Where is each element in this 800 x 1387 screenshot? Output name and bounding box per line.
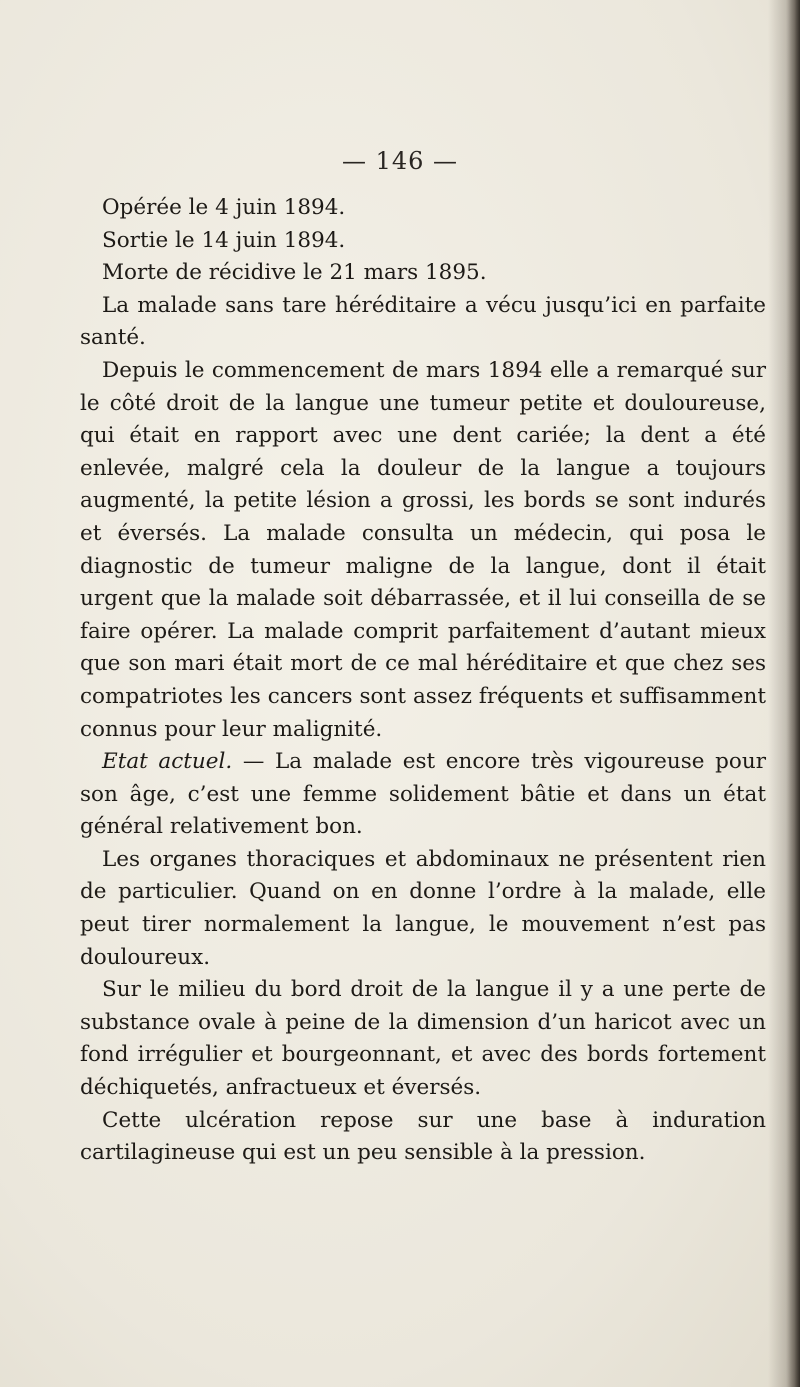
body-text [80, 192, 766, 1170]
paragraph-death-date: Morte de récidive le 21 mars 1895. [102, 260, 487, 286]
paragraph-history: La malade sans tare héréditaire a vécu jusqu’ici en parfaite santé. [80, 292, 766, 351]
paragraph-onset: Depuis le commencement de mars 1894 elle a remarqué sur le côté droit de la langue une tumeur petite et douloureuse, qui était en rapport avec une dent cariée; la dent a été enlevée, malgré cela la douleur de la langue a toujours augmenté, la petite lésion a grossi, les bords se sont indurés et éversés. La malade consulta un médecin, qui posa le diagnostic de tumeur maligne de la langue, dont il était urgent que la malade soit débarrassée, et il lui conseilla de se faire opérer. La malade comprit parfaitement d’autant mieux que son mari était mort de ce mal héréditaire et que chez ses compatriotes les cancers sont assez fréquents et suffisamment connus pour leur malignité. [80, 357, 766, 742]
current-state-heading: Etat actuel. [102, 749, 233, 775]
paragraph-current-state [80, 746, 766, 844]
paragraph-ulceration: Cette ulcération repose sur une base à induration cartilagineuse qui est un peu sensible à la pression. [80, 1107, 766, 1166]
paragraph-organs: Les organes thoraciques et abdominaux ne présentent rien de particulier. Quand on en donne l’ordre à la malade, elle peut tirer normalement la langue, le mouvement n’est pas douloureux. [80, 846, 766, 970]
page-number: — 146 — [341, 147, 459, 175]
paragraph-lesion: Sur le milieu du bord droit de la langue il y a une perte de substance ovale à peine de la dimension d’un haricot avec un fond irrégulier et bourgeonnant, et avec des bords fortement déchiquetés, anfractueux et éversés. [80, 977, 766, 1101]
paragraph-discharge-date: Sortie le 14 juin 1894. [102, 227, 346, 253]
paragraph-operation-date: Opérée le 4 juin 1894. [102, 195, 346, 220]
page-edge-shadow [786, 0, 800, 1387]
current-state-text: — La malade est encore très vigoureuse pour son âge, c’est une femme solidement bâtie et dans un état général relativement bon. [80, 749, 766, 840]
